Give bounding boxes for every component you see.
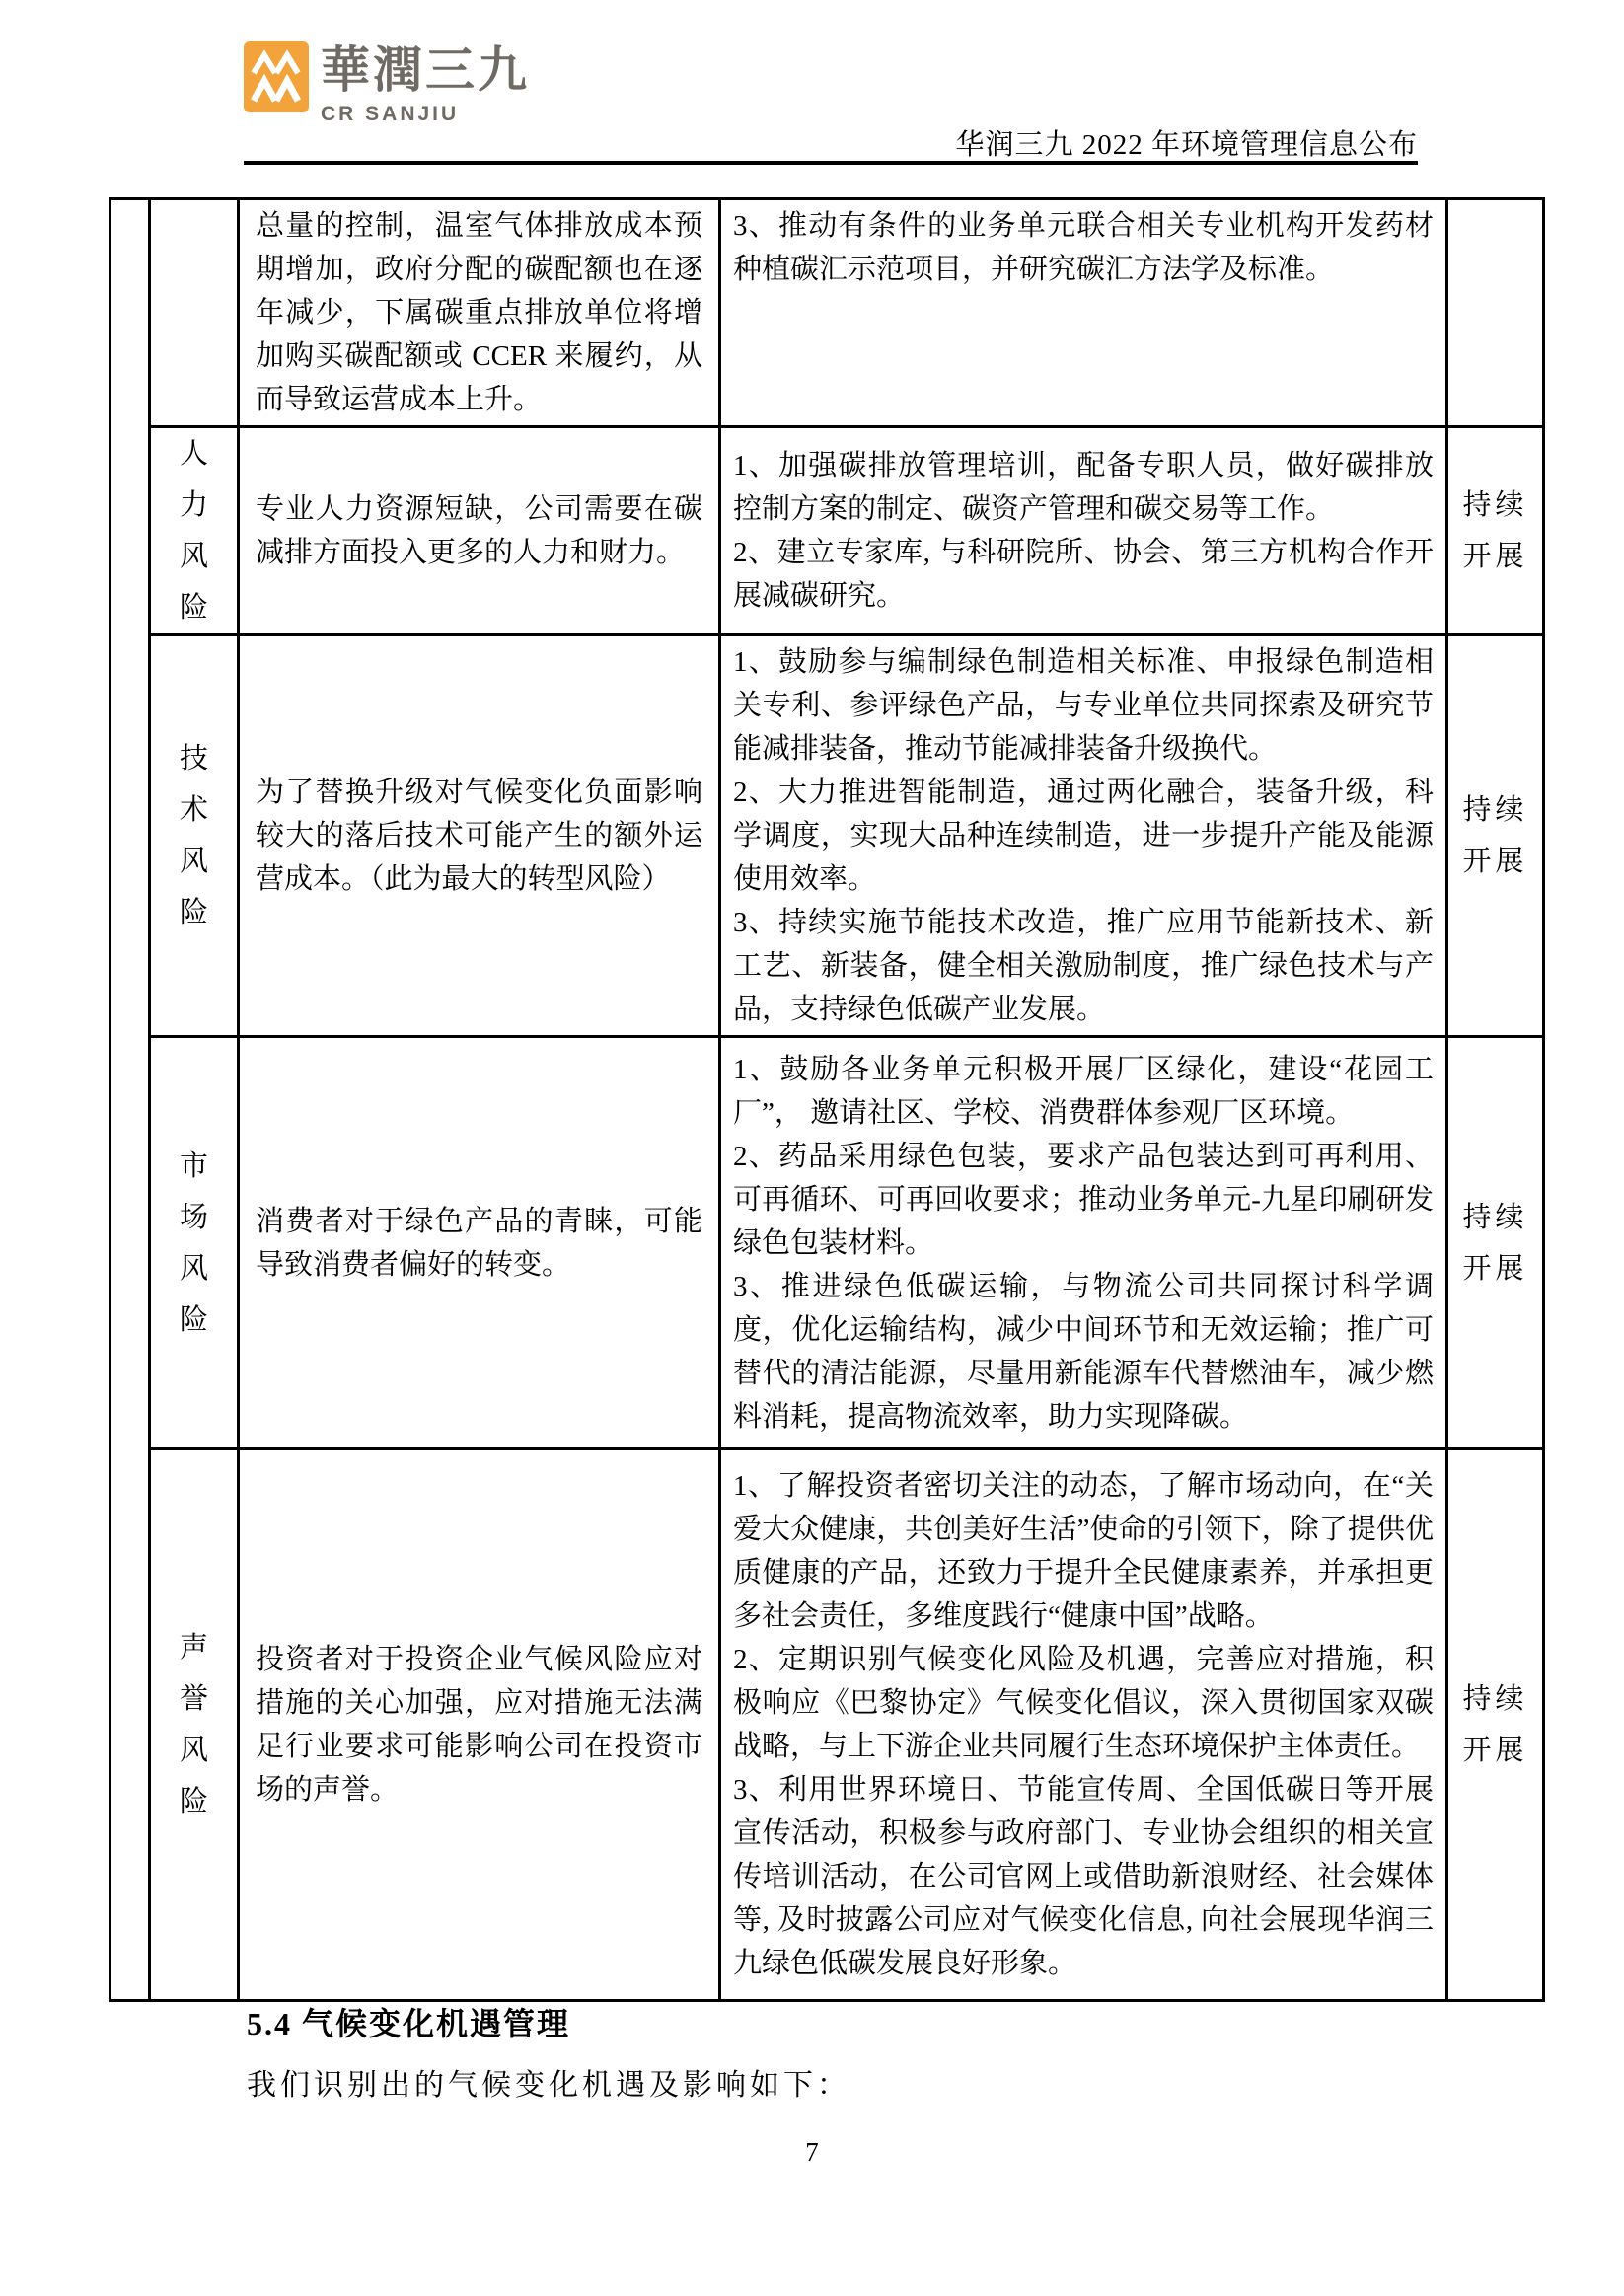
countermeasure-item: 2、建立专家库, 与科研院所、协会、第三方机构合作开展减碳研究。 <box>733 537 1434 612</box>
category-span-cell <box>111 199 150 2001</box>
risk-description-cell: 投资者对于投资企业气候风险应对措施的关心加强，应对措施无法满足行业要求可能影响公司在投资市场的声誉。 <box>239 1449 720 2001</box>
table-row <box>111 1037 1544 1449</box>
countermeasure-item: 3、利用世界环境日、节能宣传周、全国低碳日等开展宣传活动，积极参与政府部门、专业协会组织的相关宣传培训活动，在公司官网上或借助新浪财经、社会媒体等, 及时披露公司应对气候变化信息, 向社会展现华润三九绿色低碳发展良好形象。 <box>733 1774 1434 1979</box>
status-cell: 持续开展 <box>1447 427 1544 635</box>
risk-type-cell <box>150 199 239 427</box>
company-logo <box>244 41 530 126</box>
logo-mark <box>244 41 309 112</box>
countermeasure-item: 3、推动有条件的业务单元联合相关专业机构开发药材种植碳汇示范项目，并研究碳汇方法学及标准。 <box>733 210 1434 285</box>
status-cell: 持续开展 <box>1447 1449 1544 2001</box>
countermeasure-item: 2、大力推进智能制造，通过两化融合，装备升级，科学调度，实现大品种连续制造，进一步提升产能及能源使用效率。 <box>733 777 1434 895</box>
risk-description-cell: 为了替换升级对气候变化负面影响较大的落后技术可能产生的额外运营成本。（此为最大的转型风险） <box>239 635 720 1037</box>
countermeasure-cell <box>720 1449 1447 2001</box>
status-cell <box>1447 199 1544 427</box>
countermeasure-item: 1、鼓励参与编制绿色制造相关标准、申报绿色制造相关专利、参评绿色产品，与专业单位共同探索及研究节能减排装备，推动节能减排装备升级换代。 <box>733 646 1434 765</box>
risk-type-cell: 声誉风险 <box>150 1449 239 2001</box>
countermeasure-item: 2、药品采用绿色包装，要求产品包装达到可再利用、可再循环、可再回收要求；推动业务单元-九星印刷研发绿色包装材料。 <box>733 1140 1434 1259</box>
header-doc-title: 华润三九 2022 年环境管理信息公布 <box>955 129 1418 161</box>
countermeasure-cell <box>720 199 1447 427</box>
countermeasure-item: 3、持续实施节能技术改造，推广应用节能新技术、新工艺、新装备，健全相关激励制度，推广绿色技术与产品，支持绿色低碳产业发展。 <box>733 907 1434 1025</box>
climate-risk-table <box>109 197 1545 2002</box>
countermeasure-item: 3、推进绿色低碳运输，与物流公司共同探讨科学调度，优化运输结构，减少中间环节和无效运输；推广可替代的清洁能源，尽量用新能源车代替燃油车，减少燃料消耗，提高物流效率，助力实现降碳。 <box>733 1270 1434 1433</box>
table-row <box>111 427 1544 635</box>
countermeasure-cell <box>720 635 1447 1037</box>
status-cell: 持续开展 <box>1447 1037 1544 1449</box>
table-row <box>111 1449 1544 2001</box>
countermeasure-cell <box>720 1037 1447 1449</box>
risk-description-cell: 专业人力资源短缺，公司需要在碳减排方面投入更多的人力和财力。 <box>239 427 720 635</box>
countermeasure-cell <box>720 427 1447 635</box>
risk-type-cell: 市场风险 <box>150 1037 239 1449</box>
risk-description-cell: 消费者对于绿色产品的青睐，可能导致消费者偏好的转变。 <box>239 1037 720 1449</box>
countermeasure-item: 2、定期识别气候变化风险及机遇，完善应对措施，积极响应《巴黎协定》气候变化倡议，深入贯彻国家双碳战略，与上下游企业共同履行生态环境保护主体责任。 <box>733 1644 1434 1762</box>
section-intro: 我们识别出的气候变化机遇及影响如下： <box>247 2069 850 2102</box>
risk-type-cell: 技术风险 <box>150 635 239 1037</box>
mountain-chevrons-icon <box>244 41 309 112</box>
countermeasure-item: 1、了解投资者密切关注的动态，了解市场动向，在“关爱大众健康，共创美好生活”使命的引领下，除了提供优质健康的产品，还致力于提升全民健康素养，并承担更多社会责任，多维度践行“健康中国”战略。 <box>733 1470 1434 1632</box>
logo-text-block <box>321 41 530 126</box>
countermeasure-item: 1、鼓励各业务单元积极开展厂区绿化，建设“花园工厂”， 邀请社区、学校、消费群体参观厂区环境。 <box>733 1053 1434 1129</box>
page-number: 7 <box>805 2137 819 2167</box>
logo-en-text: CR SANJIU <box>321 103 460 125</box>
logo-cn-text: 華潤三九 <box>321 42 530 98</box>
table-row <box>111 199 1544 427</box>
section-heading: 5.4 气候变化机遇管理 <box>247 2006 571 2041</box>
risk-type-cell: 人力风险 <box>150 427 239 635</box>
table-row <box>111 635 1544 1037</box>
countermeasure-item: 1、加强碳排放管理培训，配备专职人员，做好碳排放控制方案的制定、碳资产管理和碳交易等工作。 <box>733 450 1434 525</box>
header-rule <box>244 161 1418 165</box>
status-cell: 持续开展 <box>1447 635 1544 1037</box>
risk-description-cell: 总量的控制，温室气体排放成本预期增加，政府分配的碳配额也在逐年减少，下属碳重点排放单位将增加购买碳配额或 CCER 来履约，从而导致运营成本上升。 <box>239 199 720 427</box>
